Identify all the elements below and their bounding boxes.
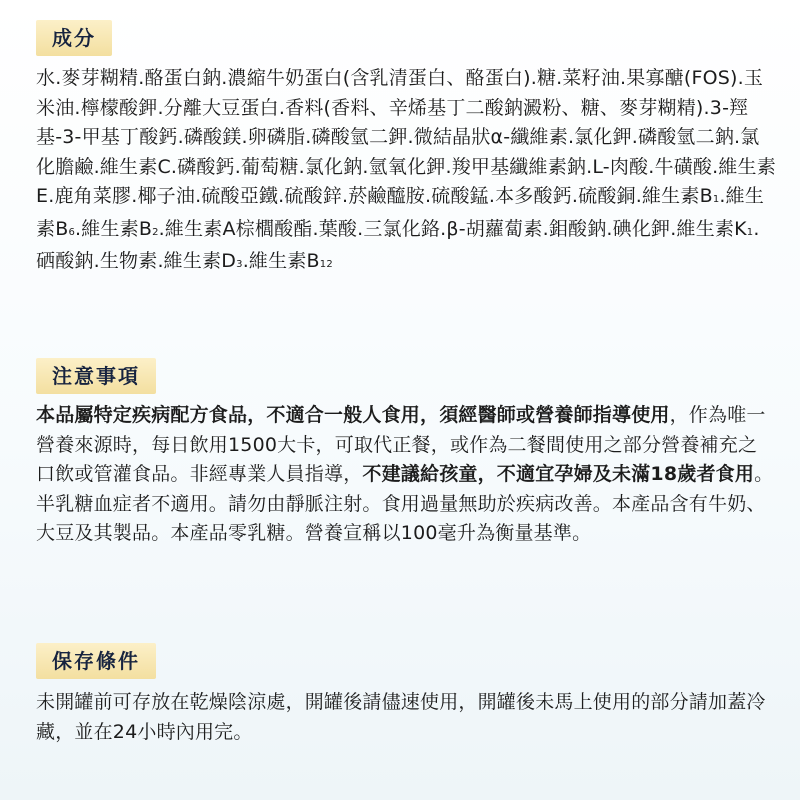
vitamin-b12-subscript: 12 (319, 259, 333, 270)
storage-text: 未開罐前可存放在乾燥陰涼處，開罐後請儘速使用，開罐後未馬上使用的部分請加蓋冷藏，並在24小時內用完。 (36, 691, 766, 743)
vitamin-k1-subscript: 1 (746, 226, 754, 238)
vitamin-b1-subscript: 1 (712, 194, 720, 205)
ingredients-text (36, 64, 776, 280)
notes-text (36, 401, 776, 549)
notes-usage-text: ，作為唯一營養來源時，每日飲用1500大卡，可取代正餐，或作為二餐間使用之部分營養補充之口飲或管灌食品。非經專業人員指導， (36, 404, 766, 485)
vitamin-b6-label: .維生素B (36, 185, 765, 240)
vitamin-b12-label: .維生素B (242, 250, 320, 272)
vitamin-d3-label: .硒酸鈉.生物素.維生素D (36, 217, 760, 272)
storage-heading: 保存條件 (36, 643, 156, 679)
notes-bold-warning: 本品屬特定疾病配方食品，不適合一般人食用，須經醫師或營養師指導使用 (36, 404, 670, 426)
notes-extra-text: 。半乳糖血症者不適用。請勿由靜脈注射。食用過量無助於疾病改善。本產品含有牛奶、大豆及其製品。本產品零乳糖。營養宣稱以100毫升為衡量基準。 (36, 463, 774, 544)
vitamin-b2-subscript: 2 (152, 226, 159, 238)
ingredients-main-text: 水.麥芽糊精.酪蛋白鈉.濃縮牛奶蛋白(含乳清蛋白、酪蛋白).糖.菜籽油.果寡醣(FOS).玉米油.檸檬酸鉀.分離大豆蛋白.香料(香料、辛烯基丁二酸鈉澱粉、糖、麥芽糊精).3-羥基-3-甲基丁酸鈣.磷酸鎂.卵磷脂.磷酸氫二鉀.微結晶狀α-纖維素.氯化鉀.磷酸氫二鈉.氯化膽鹼.維生素C.磷酸鈣.葡萄糖.氯化鈉.氫氧化鉀.羧甲基纖維素鈉.L-肉酸.牛磺酸.維生素E.鹿角菜膠.椰子油.硫酸亞鐵.硫酸鋅.菸鹼醯胺.硫酸錳.本多酸鈣.硫酸銅. (36, 67, 776, 207)
vitamin-d3-subscript: 3 (236, 259, 243, 270)
vitamin-b2-label: .維生素B (75, 217, 153, 240)
vitamin-b6-subscript: 6 (68, 226, 75, 238)
notes-bold-restriction: 不建議給孩童，不適宜孕婦及未滿18歲者食用 (362, 463, 755, 485)
notes-heading: 注意事項 (36, 358, 156, 394)
vitamin-b1-label: 維生素B (641, 185, 713, 207)
ingredients-heading: 成分 (36, 20, 112, 56)
vitamin-k1-label: .維生素A棕櫚酸酯.葉酸.三氯化鉻.β-胡蘿蔔素.鉬酸鈉.碘化鉀.維生素K (158, 217, 747, 240)
